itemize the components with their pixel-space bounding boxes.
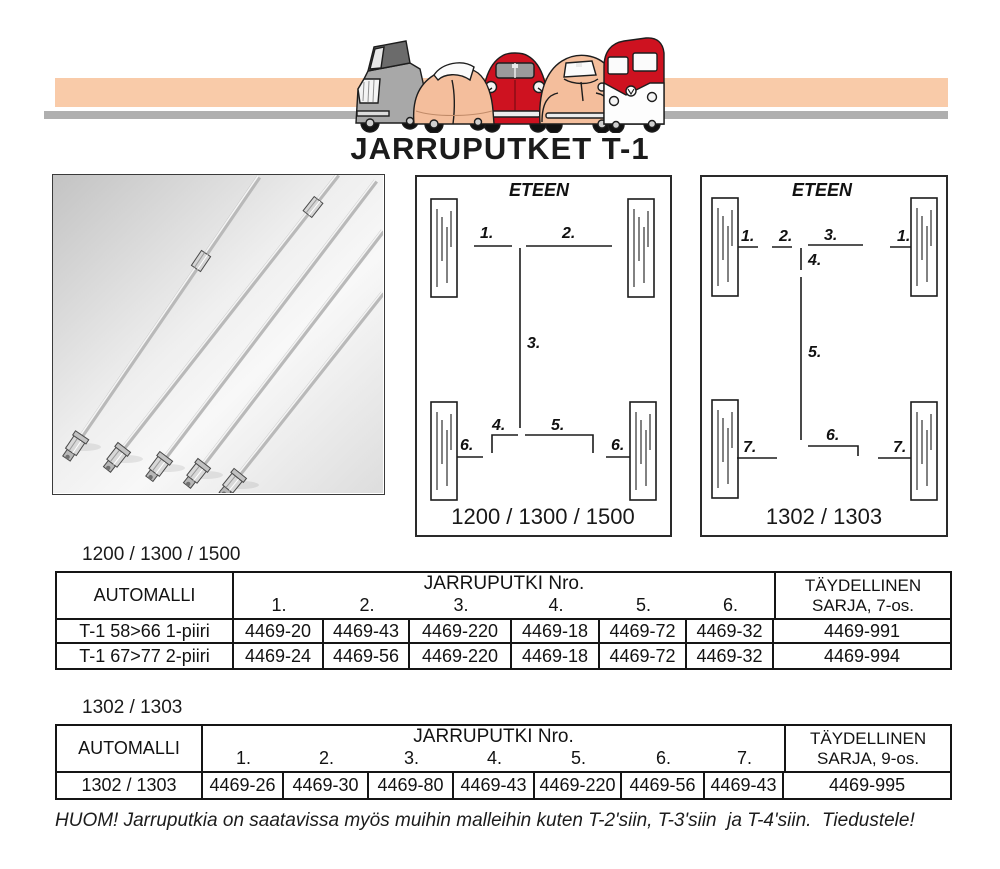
diagram-1302-1303 [700, 175, 948, 537]
part-number-cell: 4469-43 [705, 773, 784, 798]
part-number-cell: 4469-43 [454, 773, 535, 798]
set-header-line2: SARJA, 7-os. [812, 595, 915, 615]
part-number-cell: 4469-43 [324, 620, 410, 644]
part-number-cell: 4469-26 [203, 773, 284, 798]
column-header-complete-set [784, 726, 950, 773]
label-1: 1. [480, 225, 494, 242]
part-number-cell: 4469-56 [622, 773, 705, 798]
part-number-cell: 4469-72 [600, 644, 687, 668]
label-4: 4. [492, 417, 506, 434]
part-number-cell: 4469-32 [687, 644, 774, 668]
group-header-jarruputki-nro: JARRUPUTKI Nro. [423, 573, 585, 594]
table2-section-heading: 1302 / 1303 [82, 697, 183, 718]
parts-table-1200-1300-1500 [55, 571, 952, 670]
label-6: 6. [826, 427, 840, 444]
column-header-complete-set [774, 573, 950, 620]
column-header-6: 6. [687, 595, 774, 620]
part-number-cell: 4469-220 [410, 620, 512, 644]
column-header-automalli: AUTOMALLI [57, 573, 234, 620]
eteen-heading: ETEEN [508, 180, 570, 200]
column-header-1: 1. [234, 595, 324, 620]
column-header-1: 1. [203, 748, 284, 773]
column-header-3: 3. [410, 595, 512, 620]
column-header-5: 5. [600, 595, 687, 620]
label-1-left: 1. [741, 228, 755, 245]
part-number-cell: 4469-32 [687, 620, 774, 644]
set-header-line1: TÄYDELLINEN [809, 728, 927, 748]
part-number-cell: 4469-20 [234, 620, 324, 644]
set-number-cell: 4469-995 [829, 775, 906, 795]
column-header-2: 2. [324, 595, 410, 620]
footer-note: HUOM! Jarruputkia on saatavissa myös muihin malleihin kuten T-2'siin, T-3'siin ja T-4'siin. Tiedustele! [55, 810, 915, 831]
table-row [57, 644, 950, 668]
set-number-cell: 4469-994 [823, 645, 901, 666]
part-number-cell: 4469-220 [535, 773, 622, 798]
page-title: JARRUPUTKET T-1 [350, 131, 650, 166]
column-header-6: 6. [622, 748, 705, 773]
label-3: 3. [824, 227, 838, 244]
column-header-5: 5. [535, 748, 622, 773]
part-number-cell: 4469-72 [600, 620, 687, 644]
set-header-line2: SARJA, 9-os. [817, 748, 920, 768]
car-karmann-ghia-icon [414, 63, 494, 133]
label-2: 2. [779, 228, 793, 245]
label-6-right: 6. [611, 437, 625, 454]
column-header-7: 7. [705, 748, 784, 773]
car-bus-icon [604, 38, 664, 133]
column-header-4: 4. [512, 595, 600, 620]
part-number-cell: 4469-24 [234, 644, 324, 668]
model-cell: T-1 58>66 1-piiri [57, 620, 234, 644]
column-header-3: 3. [369, 748, 454, 773]
part-number-cell: 4469-30 [284, 773, 369, 798]
part-number-cell: 4469-56 [324, 644, 410, 668]
label-5: 5. [551, 417, 565, 434]
label-7-right: 7. [893, 439, 907, 456]
table-row [57, 773, 950, 798]
label-4: 4. [808, 252, 822, 269]
label-2: 2. [562, 225, 576, 242]
label-6-left: 6. [460, 437, 474, 454]
set-header-line1: TÄYDELLINEN [804, 575, 922, 595]
label-7-left: 7. [743, 439, 757, 456]
diagram-caption: 1302 / 1303 [765, 504, 883, 529]
diagram-1200-1300-1500 [415, 175, 672, 537]
label-5: 5. [808, 344, 822, 361]
part-number-cell: 4469-18 [512, 644, 600, 668]
label-1-right: 1. [897, 228, 911, 245]
model-cell: T-1 67>77 2-piiri [57, 644, 234, 668]
group-header-jarruputki-nro: JARRUPUTKI Nro. [413, 726, 574, 747]
eteen-heading: ETEEN [791, 180, 853, 200]
table-row [57, 620, 950, 644]
brake-pipes-photo-svg [53, 175, 383, 493]
part-number-cell: 4469-220 [410, 644, 512, 668]
column-header-2: 2. [284, 748, 369, 773]
parts-table-1302-1303 [55, 724, 952, 800]
set-number-cell: 4469-991 [774, 620, 950, 644]
column-header-4: 4. [454, 748, 535, 773]
part-number-cell: 4469-80 [369, 773, 454, 798]
label-3: 3. [527, 335, 541, 352]
column-header-automalli: AUTOMALLI [57, 726, 203, 773]
diagram-caption: 1200 / 1300 / 1500 [451, 504, 635, 529]
vw-cars-illustration [350, 27, 665, 133]
part-number-cell: 4469-18 [512, 620, 600, 644]
model-cell: 1302 / 1303 [57, 773, 203, 798]
table1-section-heading: 1200 / 1300 / 1500 [82, 544, 241, 565]
brake-pipes-photo [52, 174, 385, 495]
